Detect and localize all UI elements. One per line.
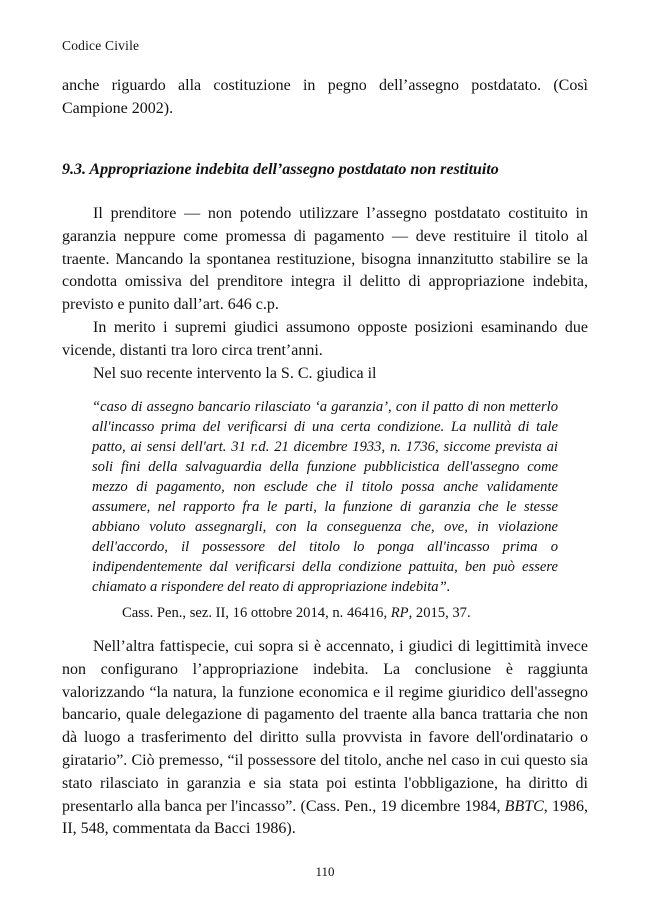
- closing-text-end: , 1986, II, 548, commentata da Bacci 1986).: [62, 797, 589, 838]
- citation-journal: RP: [390, 605, 409, 621]
- paragraph-1: Il prenditore — non potendo utilizzare l’assegno postdatato costituito in garanzia neppure come promessa di pagamento — deve restituire il titolo al traente. Mancando la spontanea restituzione, bisogna innanzitutto stabilire se la condotta omissiva del prenditore integra il delitto di appropriazione indebita, previsto e punito dall’art. 646 c.p.: [62, 205, 588, 314]
- block-quote-text: “caso di assegno bancario rilasciato ‘a garanzia’, con il patto di non metterlo all'incasso prima del verificarsi di una certa condizione. La nullità di tale patto, ai sensi dell'art. 31 r.d. 21 dicembre 1933, n. 1736, siccome prevista ai soli fini della salvaguardia della funzione pubblicistica dell'assegno come mezzo di pagamento, non esclude che il titolo possa anche validamente assumere, nel rapporto fra le parti, la funzione di garanzia che le stesse abbiano voluto assegnargli, con la conseguenza che, ove, in violazione dell'accordo, il possessore del titolo lo ponga all'incasso prima o indipendentemente dal verificarsi della condizione pattuita, ben può essere chiamato a rispondere del reato di appropriazione indebita”.: [92, 399, 558, 595]
- block-quote: [92, 397, 558, 597]
- section-body: [62, 203, 588, 385]
- closing-journal: BBTC: [504, 797, 544, 815]
- paragraph-2: In merito i supremi giudici assumono opposte posizioni esaminando due vicende, distanti tra loro circa trent’anni.: [62, 318, 588, 359]
- closing-paragraph: [62, 636, 588, 841]
- citation-details: , 2015, 37.: [408, 605, 471, 621]
- quote-citation: [122, 605, 471, 622]
- running-header: Codice Civile: [62, 38, 140, 53]
- intro-text: anche riguardo alla costituzione in pegno dell’assegno postdatato. (Così Campione 2002).: [62, 77, 588, 117]
- intro-paragraph: [62, 75, 588, 121]
- page-number: 110: [315, 864, 335, 879]
- closing-text-main: Nell’altra fattispecie, cui sopra si è accennato, i giudici di legittimità invece non configurano l’appropriazione indebita. La conclusione è raggiunta valorizzando “la natura, la funzione economica e il regime giuridico dell'assegno bancario, quale delegazione di pagamento del traente alla banca trattaria che non dà luogo a trasferimento del diritto sulla provvista in favore dell'ordinatario o giratario”. Ciò premesso, “il possessore del titolo, anche nel caso in cui questo sia stato rilasciato in garanzia e sia stata poi estinta l'obbligazione, ha diritto di presentarlo alla banca per l'incasso”. (Cass. Pen., 19 dicembre 1984,: [62, 638, 588, 815]
- section-heading: 9.3. Appropriazione indebita dell’assegno postdatato non restituito: [62, 161, 499, 178]
- paragraph-3: Nel suo recente intervento la S. C. giudica il: [93, 364, 377, 382]
- closing-text: [62, 636, 588, 841]
- citation-text: Cass. Pen., sez. II, 16 ottobre 2014, n. 46416,: [122, 605, 391, 621]
